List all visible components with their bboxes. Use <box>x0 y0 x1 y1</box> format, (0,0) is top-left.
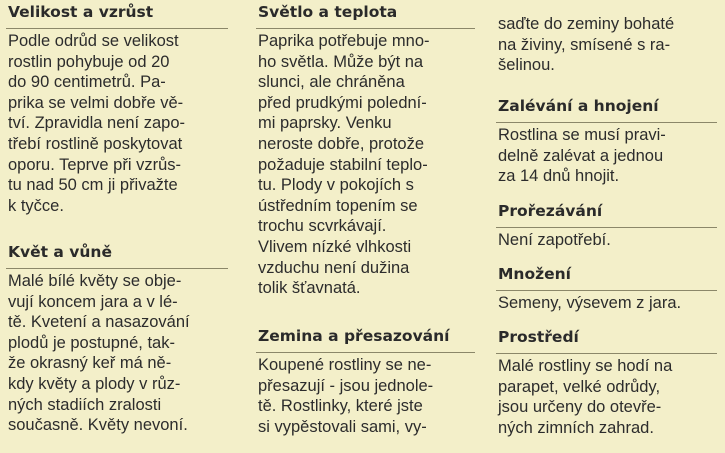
section-heading: Prostředí <box>498 328 579 346</box>
heading-rule <box>496 227 717 228</box>
section-soil-continued <box>494 14 725 76</box>
column-2 <box>249 0 483 453</box>
section-body: Koupené rostliny se ne- přesazují - jsou jednole- tě. Rostlinky, které jste si vypěstovali sami, vy- <box>258 356 434 436</box>
section-propagation <box>494 264 725 314</box>
section-watering-fertilizing <box>494 96 725 187</box>
section-heading: Množení <box>498 265 571 283</box>
section-heading: Velikost a vzrůst <box>8 3 154 21</box>
section-environment <box>494 327 725 438</box>
section-heading: Světlo a teplota <box>258 3 398 21</box>
section-body: saďte do zeminy bohaté na živiny, smísené s ra- šelinou. <box>498 15 675 75</box>
section-flower-scent <box>0 242 236 436</box>
section-body: Paprika potřebuje mno- ho světla. Může být na slunci, ale chráněna před prudkými polední- mi paprsky. Venku neroste dobře, protože požaduje stabilní teplo- tu. Plody v pokojích s ústředním topením se trochu scvrkávají. Vlivem nízké vlhkosti vzduchu není dužina tolik šťavnatá. <box>258 32 430 298</box>
heading-rule <box>256 28 475 29</box>
section-body: Není zapotřebí. <box>498 231 611 249</box>
heading-rule <box>496 122 717 123</box>
section-heading: Zalévání a hnojení <box>498 97 659 115</box>
section-heading: Prořezávání <box>498 202 603 220</box>
section-body: Malé bílé květy se obje- vují koncem jara a v lé- tě. Kvetení a nasazování plodů je postupné, tak- že okrasný keř má ně- kdy květy a plody v růz- ných stadiích zralosti současně. Květy nevoní. <box>8 272 190 435</box>
column-1 <box>0 0 236 453</box>
section-heading: Květ a vůně <box>8 243 112 261</box>
section-body: Malé rostliny se hodí na parapet, velké odrůdy, jsou určeny do otevře- ných zimních zahrad. <box>498 357 673 437</box>
section-soil-repotting <box>249 326 483 437</box>
heading-rule <box>496 353 717 354</box>
heading-rule <box>6 268 228 269</box>
heading-rule <box>6 28 228 29</box>
heading-rule <box>496 290 717 291</box>
heading-rule <box>256 352 475 353</box>
section-size-growth <box>0 2 236 216</box>
section-light-temperature <box>249 2 483 299</box>
section-body: Rostlina se musí pravi- delně zalévat a jednou za 14 dnů hnojit. <box>498 126 666 186</box>
section-pruning <box>494 201 725 251</box>
section-body: Semeny, výsevem z jara. <box>498 294 682 312</box>
section-body: Podle odrůd se velikost rostlin pohybuje od 20 do 90 centimetrů. Pa- prika se velmi dobře vě- tví. Zpravidla není zapo- třebí rostlině poskytovat oporu. Teprve při vzrůs- tu nad 50 cm ji přivažte k tyčce. <box>8 32 186 215</box>
section-heading: Zemina a přesazování <box>258 327 450 345</box>
column-3 <box>494 0 725 453</box>
